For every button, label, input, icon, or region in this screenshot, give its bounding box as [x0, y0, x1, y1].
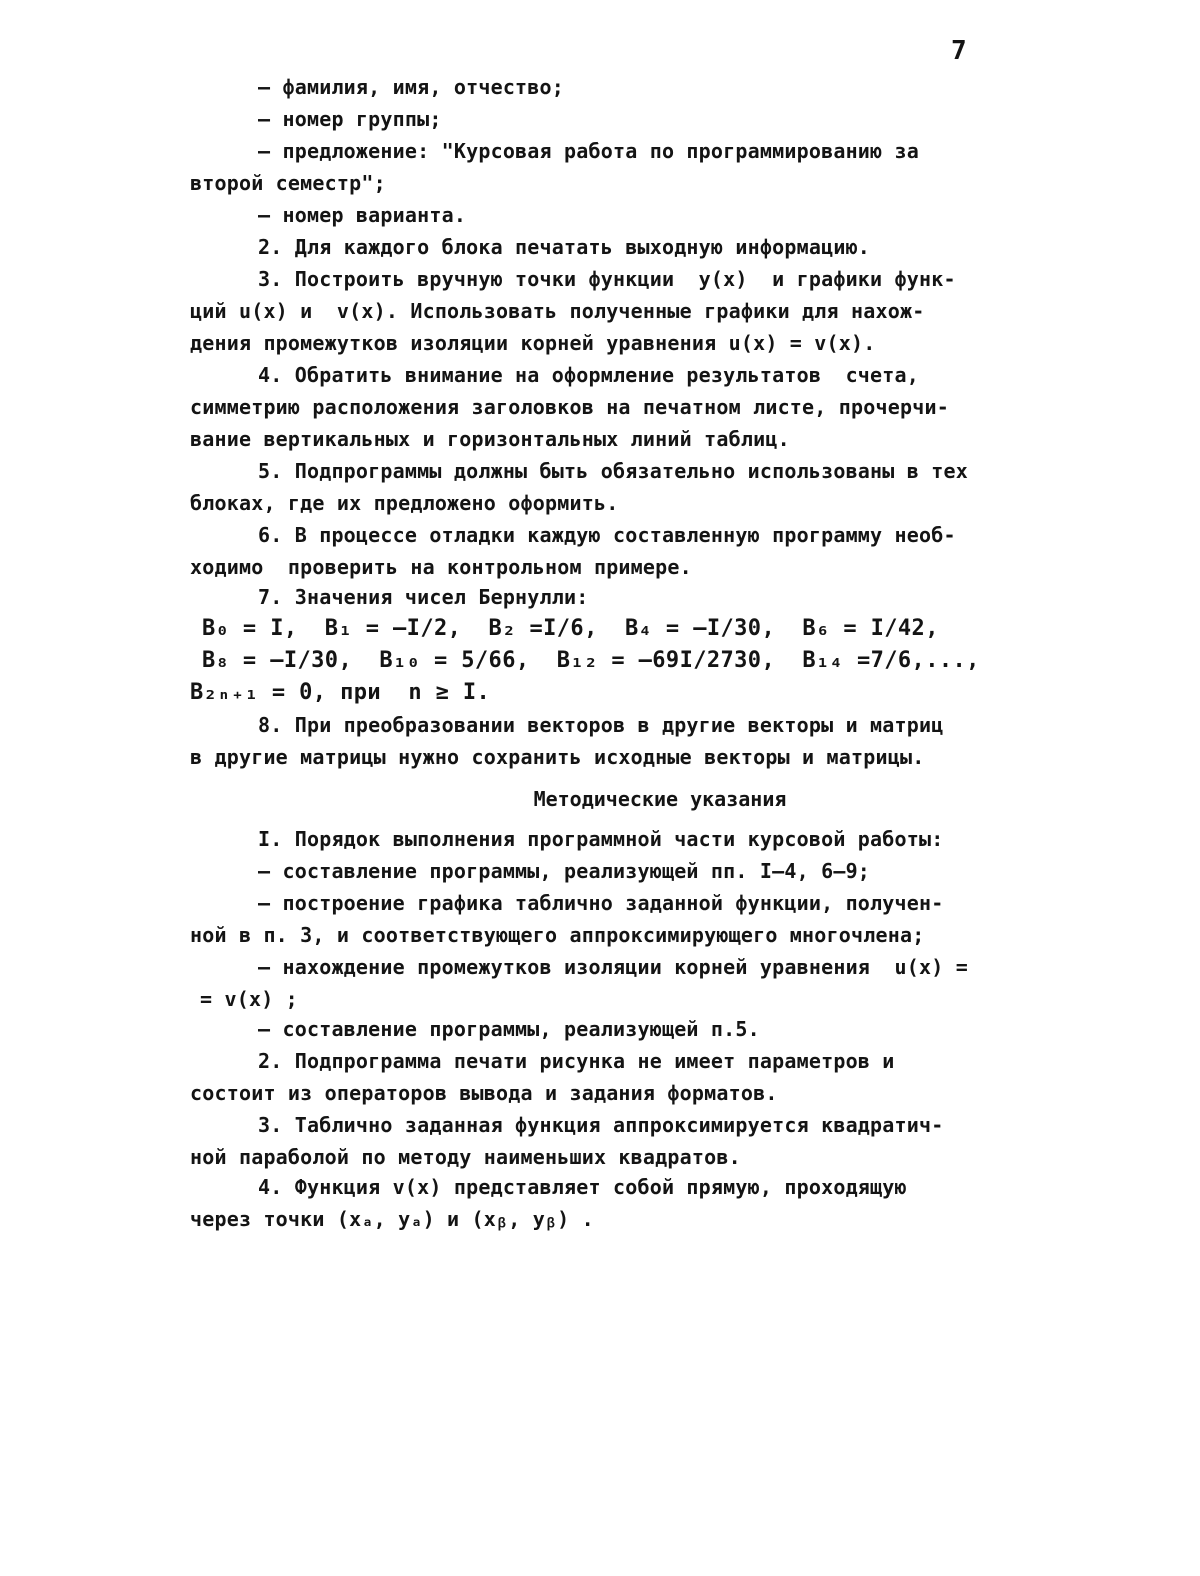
text-line: 8. При преобразовании векторов в другие векторы и матриц	[258, 713, 944, 737]
bernoulli-formula-line: B₂ₙ₊₁ = 0, при n ≥ I.	[190, 680, 491, 705]
text-line: в другие матрицы нужно сохранить исходные векторы и матрицы.	[190, 745, 925, 769]
text-line: – номер варианта.	[258, 203, 467, 227]
text-line: ной в п. 3, и соответствующего аппроксимирующего многочлена;	[190, 923, 925, 947]
text-line: симметрию расположения заголовков на печатном листе, прочерчи-	[190, 395, 949, 419]
text-line: – фамилия, имя, отчество;	[258, 75, 565, 99]
text-line: через точки (xₐ, yₐ) и (xᵦ, yᵦ) .	[190, 1207, 594, 1231]
text-line: = v(x) ;	[200, 987, 298, 1011]
text-line: 2. Подпрограмма печати рисунка не имеет параметров и	[258, 1049, 895, 1073]
text-line: второй семестр";	[190, 171, 386, 195]
text-line: – составление программы, реализующей п.5.	[258, 1017, 760, 1041]
text-line: – предложение: "Курсовая работа по программированию за	[258, 139, 920, 163]
text-line: 3. Таблично заданная функция аппроксимируется квадратич-	[258, 1113, 944, 1137]
text-line: ной параболой по методу наименьших квадратов.	[190, 1145, 741, 1169]
text-line: вание вертикальных и горизонтальных линий таблиц.	[190, 427, 790, 451]
text-line: – составление программы, реализующей пп. I–4, 6–9;	[258, 859, 871, 883]
bernoulli-formula-line: B₀ = I, B₁ = –I/2, B₂ =I/6, B₄ = –I/30, B₆ = I/42,	[202, 616, 939, 641]
text-line: – номер группы;	[258, 107, 442, 131]
text-line: 4. Обратить внимание на оформление результатов счета,	[258, 363, 920, 387]
text-line: блоках, где их предложено оформить.	[190, 491, 619, 515]
text-line: ций u(x) и v(x). Использовать полученные графики для нахож-	[190, 299, 925, 323]
text-line: ходимо проверить на контрольном примере.	[190, 555, 692, 579]
section-heading: Методические указания	[533, 787, 787, 811]
text-line: 4. Функция v(x) представляет собой прямую, проходящую	[258, 1175, 907, 1199]
text-line: 2. Для каждого блока печатать выходную информацию.	[258, 235, 871, 259]
text-line: 6. В процессе отладки каждую составленную программу необ-	[258, 523, 956, 547]
text-line: I. Порядок выполнения программной части курсовой работы:	[258, 827, 944, 851]
bernoulli-formula-line: B₈ = –I/30, B₁₀ = 5/66, B₁₂ = –69I/2730, B₁₄ =7/6,...,	[202, 648, 980, 673]
text-line: состоит из операторов вывода и задания форматов.	[190, 1081, 778, 1105]
text-line: 5. Подпрограммы должны быть обязательно использованы в тех	[258, 459, 968, 483]
text-line: – нахождение промежутков изоляции корней уравнения u(x) =	[258, 955, 968, 979]
text-line: – построение графика таблично заданной функции, получен-	[258, 891, 944, 915]
text-line: дения промежутков изоляции корней уравнения u(x) = v(x).	[190, 331, 876, 355]
page-number: 7	[951, 36, 967, 66]
text-line: 3. Построить вручную точки функции y(x) и графики функ-	[258, 267, 956, 291]
text-line: 7. Значения чисел Бернулли:	[258, 585, 589, 609]
